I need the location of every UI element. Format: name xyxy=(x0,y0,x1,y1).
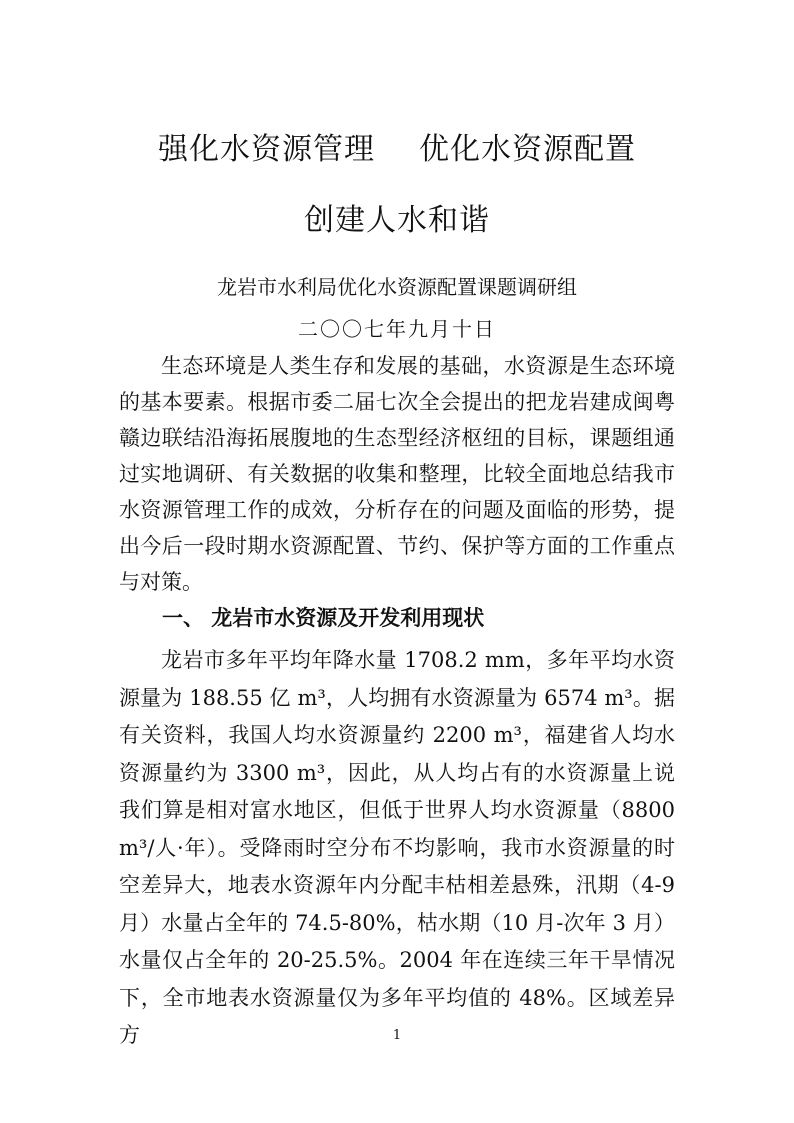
document-title-line1 xyxy=(120,124,674,168)
section-paragraph: 龙岩市多年平均年降水量 1708.2 mm，多年平均水资源量为 188.55 亿 m³，人均拥有水资源量为 6574 m³。据有关资料，我国人均水资源量约 2200 m³，福建省人均水资源量约为 3300 m³，因此，从人均占有的水资源量上说我们算是相对富水地区，但低于世界人均水资源量（8800 m³/人·年）。受降雨时空分布不均影响，我市水资源量的时空差异大，地表水资源年内分配丰枯相差悬殊，汛期（4-9 月）水量占全年的 74.5-80%，枯水期（10 月-次年 3 月）水量仅占全年的 20-25.5%。2004 年在连续三年干旱情况下，全市地表水资源量仅为多年平均值的 48%。区域差异方 xyxy=(119,648,675,1047)
title-part1: 强化水资源管理 xyxy=(158,132,375,167)
page-number: 1 xyxy=(392,1028,402,1043)
date-line: 二〇〇七年九月十日 xyxy=(298,317,496,341)
intro-paragraph: 生态环境是人类生存和发展的基础，水资源是生态环境的基本要素。根据市委二届七次全会提出的把龙岩建成闽粤赣边联结沿海拓展腹地的生态型经济枢纽的目标，课题组通过实地调研、有关数据的收集和整理，比较全面地总结我市水资源管理工作的成效，分析存在的问题及面临的形势，提出今后一段时期水资源配置、节约、保护等方面的工作重点与对策。 xyxy=(119,354,675,594)
title-part2: 优化水资源配置 xyxy=(419,132,636,167)
document-title-line2: 创建人水和谐 xyxy=(304,203,490,238)
author-line: 龙岩市水利局优化水资源配置课题调研组 xyxy=(217,275,577,299)
section-heading: 一、 龙岩市水资源及开发利用现状 xyxy=(162,605,485,630)
